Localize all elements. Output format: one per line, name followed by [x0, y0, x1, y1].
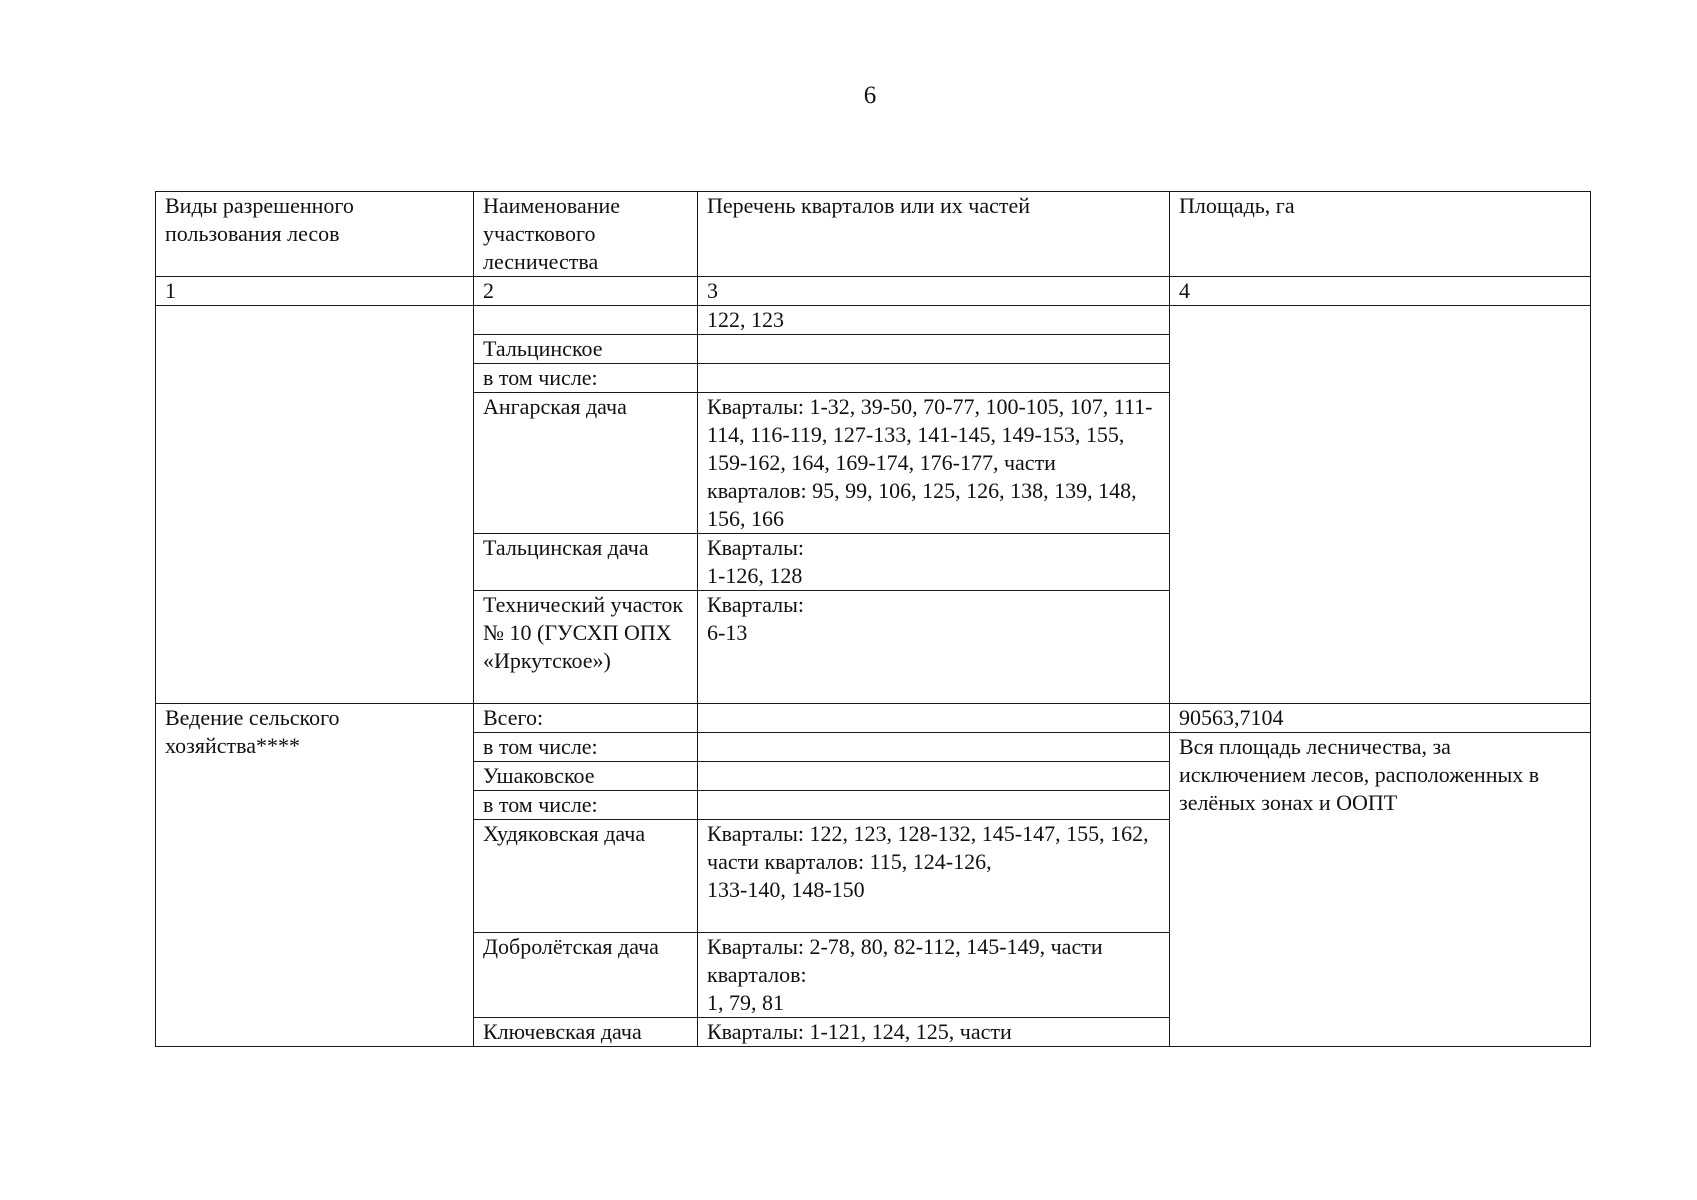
table-header-row: [156, 192, 1591, 277]
table-row: [156, 306, 1591, 335]
forestry-name-cell: Ангарская дача: [474, 393, 698, 534]
column-number: 2: [474, 277, 698, 306]
area-cell-empty: [1170, 306, 1591, 704]
column-number: 3: [698, 277, 1170, 306]
quarters-cell: [698, 335, 1170, 364]
use-type-cell: Ведение сельского хозяйства****: [156, 704, 474, 1047]
quarters-cell: Кварталы: 6-13: [698, 591, 1170, 704]
quarters-cell: Кварталы: 1-121, 124, 125, части: [698, 1018, 1170, 1047]
quarters-cell: Кварталы: 122, 123, 128-132, 145-147, 155, 162, части кварталов: 115, 124-126, 133-140, 148-150: [698, 820, 1170, 933]
quarters-cell: [698, 733, 1170, 762]
header-forestry-name: Наименование участкового лесничества: [474, 192, 698, 277]
column-number: 1: [156, 277, 474, 306]
forest-use-table: [155, 191, 1591, 1047]
quarters-cell: [698, 704, 1170, 733]
area-note-cell: Вся площадь лесничества, за исключением лесов, расположенных в зелёных зонах и ООПТ: [1170, 733, 1591, 1047]
forestry-name-cell: Тальцинская дача: [474, 534, 698, 591]
quarters-cell: [698, 762, 1170, 791]
header-area: Площадь, га: [1170, 192, 1591, 277]
header-use-type: Виды разрешенного пользования лесов: [156, 192, 474, 277]
forestry-name-cell: Ключевская дача: [474, 1018, 698, 1047]
forestry-name-cell: Ушаковское: [474, 762, 698, 791]
quarters-cell: Кварталы: 2-78, 80, 82-112, 145-149, части кварталов: 1, 79, 81: [698, 933, 1170, 1018]
quarters-cell: 122, 123: [698, 306, 1170, 335]
column-number: 4: [1170, 277, 1591, 306]
area-total-cell: 90563,7104: [1170, 704, 1591, 733]
forestry-name-cell: в том числе:: [474, 733, 698, 762]
page-number: 6: [863, 82, 877, 109]
table-row: [156, 704, 1591, 733]
forestry-name-cell: в том числе:: [474, 364, 698, 393]
quarters-cell: Кварталы: 1-32, 39-50, 70-77, 100-105, 107, 111-114, 116-119, 127-133, 141-145, 149-153, 155, 159-162, 164, 169-174, 176-177, части кварталов: 95, 99, 106, 125, 126, 138, 139, 148, 156, 166: [698, 393, 1170, 534]
forestry-name-cell: в том числе:: [474, 791, 698, 820]
forestry-name-cell: [474, 306, 698, 335]
forestry-name-cell: Добролётская дача: [474, 933, 698, 1018]
quarters-cell: [698, 364, 1170, 393]
header-quarters: Перечень кварталов или их частей: [698, 192, 1170, 277]
column-number-row: [156, 277, 1591, 306]
use-type-cell-empty: [156, 306, 474, 704]
forestry-name-cell: Всего:: [474, 704, 698, 733]
forestry-name-cell: Технический участок № 10 (ГУСХП ОПХ «Иркутское»): [474, 591, 698, 704]
forestry-name-cell: Худяковская дача: [474, 820, 698, 933]
quarters-cell: [698, 791, 1170, 820]
quarters-cell: Кварталы: 1-126, 128: [698, 534, 1170, 591]
forestry-name-cell: Тальцинское: [474, 335, 698, 364]
